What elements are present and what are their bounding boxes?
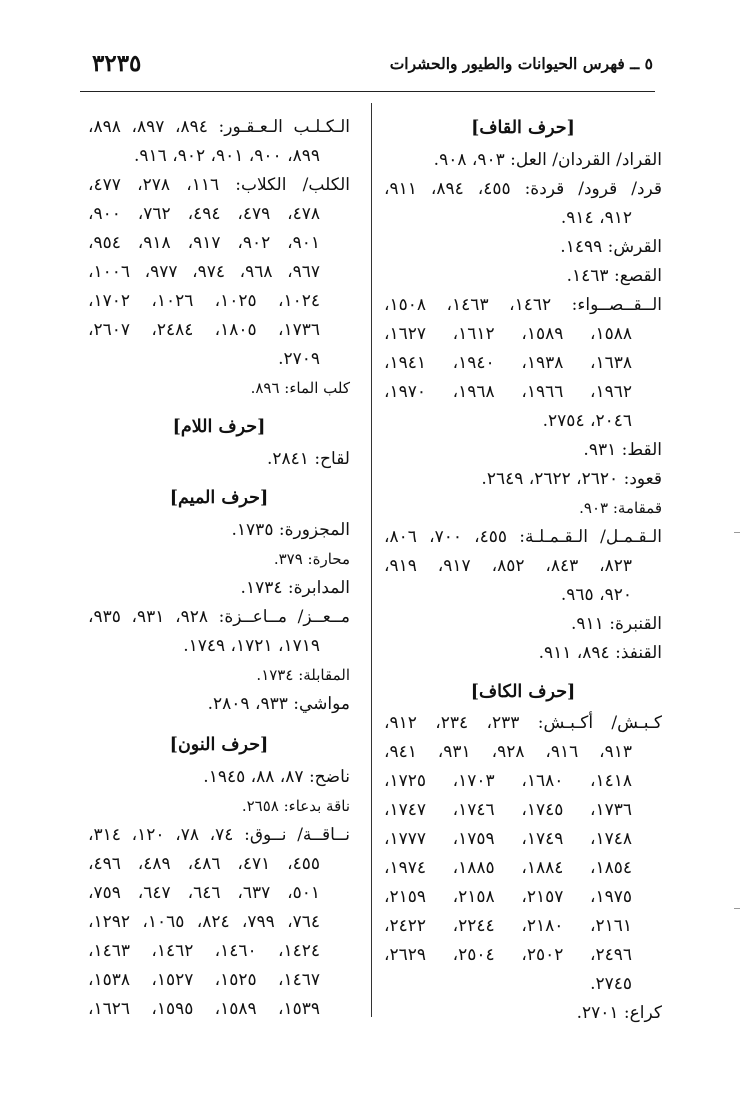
- index-line: ١٥٣٩، ١٥٨٩، ١٥٩٥، ١٦٢٦،: [88, 999, 321, 1019]
- index-line: ٤٥٥، ٤٧١، ٤٨٦، ٤٨٩، ٤٩٦،: [88, 854, 321, 874]
- index-line: كـبـش/ أكـبـش: ٢٣٣، ٢٣٤، ٩١٢،: [384, 713, 663, 733]
- index-line: المدابرة: ١٧٣٤.: [240, 578, 350, 598]
- index-line: ٩١٢، ٩١٤.: [560, 208, 632, 228]
- index-line: ٨٢٣، ٨٤٣، ٨٥٢، ٩١٧، ٩١٩،: [384, 556, 633, 576]
- index-line: ٩٦٧، ٩٦٨، ٩٧٤، ٩٧٧، ١٠٠٦،: [88, 262, 321, 282]
- index-line: ناقة بدعاء: ٢٦٥٨.: [241, 797, 350, 815]
- index-line: ناضح: ٨٧، ٨٨، ١٩٤٥.: [203, 767, 350, 787]
- index-line: ٢٠٤٦، ٢٧٥٤.: [542, 411, 632, 431]
- running-title: ٥ ــ فهرس الحيوانات والطيور والحشرات: [389, 54, 653, 73]
- section-heading-kaf: [حرف الكاف]: [470, 682, 576, 702]
- index-line: ١٤٢٤، ١٤٦٠، ١٤٦٢، ١٤٦٣،: [88, 941, 321, 961]
- index-line: ١٤١٨، ١٦٨٠، ١٧٠٣، ١٧٢٥،: [384, 771, 632, 791]
- index-line: ٨٩٩، ٩٠٠، ٩٠١، ٩٠٢، ٩١٦.: [134, 146, 320, 166]
- index-line: ٧٦٤، ٧٩٩، ٨٢٤، ١٠٦٥، ١٢٩٢،: [88, 912, 321, 932]
- index-line: مــعــز/ مــاعــزة: ٩٢٨، ٩٣١، ٩٣٥،: [88, 607, 351, 627]
- index-line: ١٨٥٤، ١٨٨٤، ١٨٨٥، ١٩٧٤،: [384, 858, 632, 878]
- index-line: ٢٤٩٦، ٢٥٠٢، ٢٥٠٤، ٢٦٢٩،: [384, 945, 632, 965]
- index-line: الكلب/ الكلاب: ١١٦، ٢٧٨، ٤٧٧،: [88, 175, 350, 195]
- index-line: ٥٠١، ٦٣٧، ٦٤٦، ٦٤٧، ٧٥٩،: [88, 883, 321, 903]
- index-line: ١٩٦٢، ١٩٦٦، ١٩٦٨، ١٩٧٠،: [384, 382, 632, 402]
- index-line: ٩٢٠، ٩٦٥.: [560, 585, 632, 605]
- index-line: القصع: ١٤٦٣.: [566, 266, 662, 286]
- index-line: قرد/ قرود/ قردة: ٤٥٥، ٨٩٤، ٩١١،: [384, 179, 663, 199]
- section-heading-mim: [حرف الميم]: [169, 488, 269, 508]
- index-line: المقابلة: ١٧٣٤.: [256, 666, 350, 684]
- index-line: ١٠٢٤، ١٠٢٥، ١٠٢٦، ١٧٠٢،: [88, 291, 321, 311]
- section-heading-nun: [حرف النون]: [169, 735, 269, 755]
- index-line: الــقــصــواء: ١٤٦٢، ١٤٦٣، ١٥٠٨،: [384, 295, 663, 315]
- index-line: لقاح: ٢٨٤١.: [266, 449, 350, 469]
- index-line: مواشي: ٩٣٣، ٢٨٠٩.: [207, 694, 350, 714]
- column-divider: [371, 103, 372, 1017]
- index-line: ٢٧٤٥.: [590, 974, 632, 994]
- index-line: ١٩٧٥، ٢١٥٧، ٢١٥٨، ٢١٥٩،: [384, 887, 632, 907]
- index-line: ١٤٦٧، ١٥٢٥، ١٥٢٧، ١٥٣٨،: [88, 970, 321, 990]
- section-heading-qaf: [حرف القاف]: [471, 118, 575, 138]
- index-line: ١٧٣٦، ١٧٤٥، ١٧٤٦، ١٧٤٧،: [384, 800, 632, 820]
- index-line: كلب الماء: ٨٩٦.: [250, 379, 350, 397]
- margin-tick: [734, 532, 740, 533]
- index-line: الـقـمـل/ الـقـمـلـة: ٤٥٥، ٧٠٠، ٨٠٦،: [384, 527, 663, 547]
- index-line: القنبرة: ٩١١.: [571, 614, 662, 634]
- index-line: القنفذ: ٨٩٤، ٩١١.: [538, 643, 662, 663]
- index-line: ١٧١٩، ١٧٢١، ١٧٤٩.: [183, 636, 320, 656]
- index-line: قمقامة: ٩٠٣.: [579, 499, 662, 517]
- index-line: ٢٧٠٩.: [278, 349, 320, 369]
- page-number: ٣٢٣٥: [92, 50, 142, 77]
- index-line: القرش: ١٤٩٩.: [560, 237, 662, 257]
- index-line: ١٦٣٨، ١٩٣٨، ١٩٤٠، ١٩٤١،: [384, 353, 632, 373]
- section-heading-lam: [حرف اللام]: [172, 417, 266, 437]
- index-line: المجزورة: ١٧٣٥.: [231, 520, 350, 540]
- index-line: محارة: ٣٧٩.: [273, 550, 350, 568]
- index-line: ١٧٣٦، ١٨٠٥، ٢٤٨٤، ٢٦٠٧،: [88, 320, 321, 340]
- index-line: الـكـلـب الـعـقـور: ٨٩٤، ٨٩٧، ٨٩٨،: [88, 117, 351, 137]
- index-line: قعود: ٢٦٢٠، ٢٦٢٢، ٢٦٤٩.: [481, 469, 662, 489]
- margin-tick: [734, 908, 740, 909]
- index-line: ٤٧٨، ٤٧٩، ٤٩٤، ٧٦٢، ٩٠٠،: [88, 204, 321, 224]
- index-line: القراد/ القردان/ العل: ٩٠٣، ٩٠٨.: [433, 150, 662, 170]
- index-line: ١٥٨٨، ١٥٨٩، ١٦١٢، ١٦٢٧،: [384, 324, 632, 344]
- index-line: كراع: ٢٧٠١.: [576, 1003, 662, 1023]
- index-line: نــاقــة/ نــوق: ٧٤، ٧٨، ١٢٠، ٣١٤،: [88, 825, 350, 845]
- index-line: ١٧٤٨، ١٧٤٩، ١٧٥٩، ١٧٧٧،: [384, 829, 632, 849]
- index-line: ٩١٣، ٩١٦، ٩٢٨، ٩٣١، ٩٤١،: [384, 742, 633, 762]
- index-line: ٢١٦١، ٢١٨٠، ٢٢٤٤، ٢٤٢٢،: [384, 916, 632, 936]
- index-line: القط: ٩٣١.: [583, 440, 662, 460]
- index-line: ٩٠١، ٩٠٢، ٩١٧، ٩١٨، ٩٥٤،: [88, 233, 321, 253]
- header-rule: [80, 91, 655, 92]
